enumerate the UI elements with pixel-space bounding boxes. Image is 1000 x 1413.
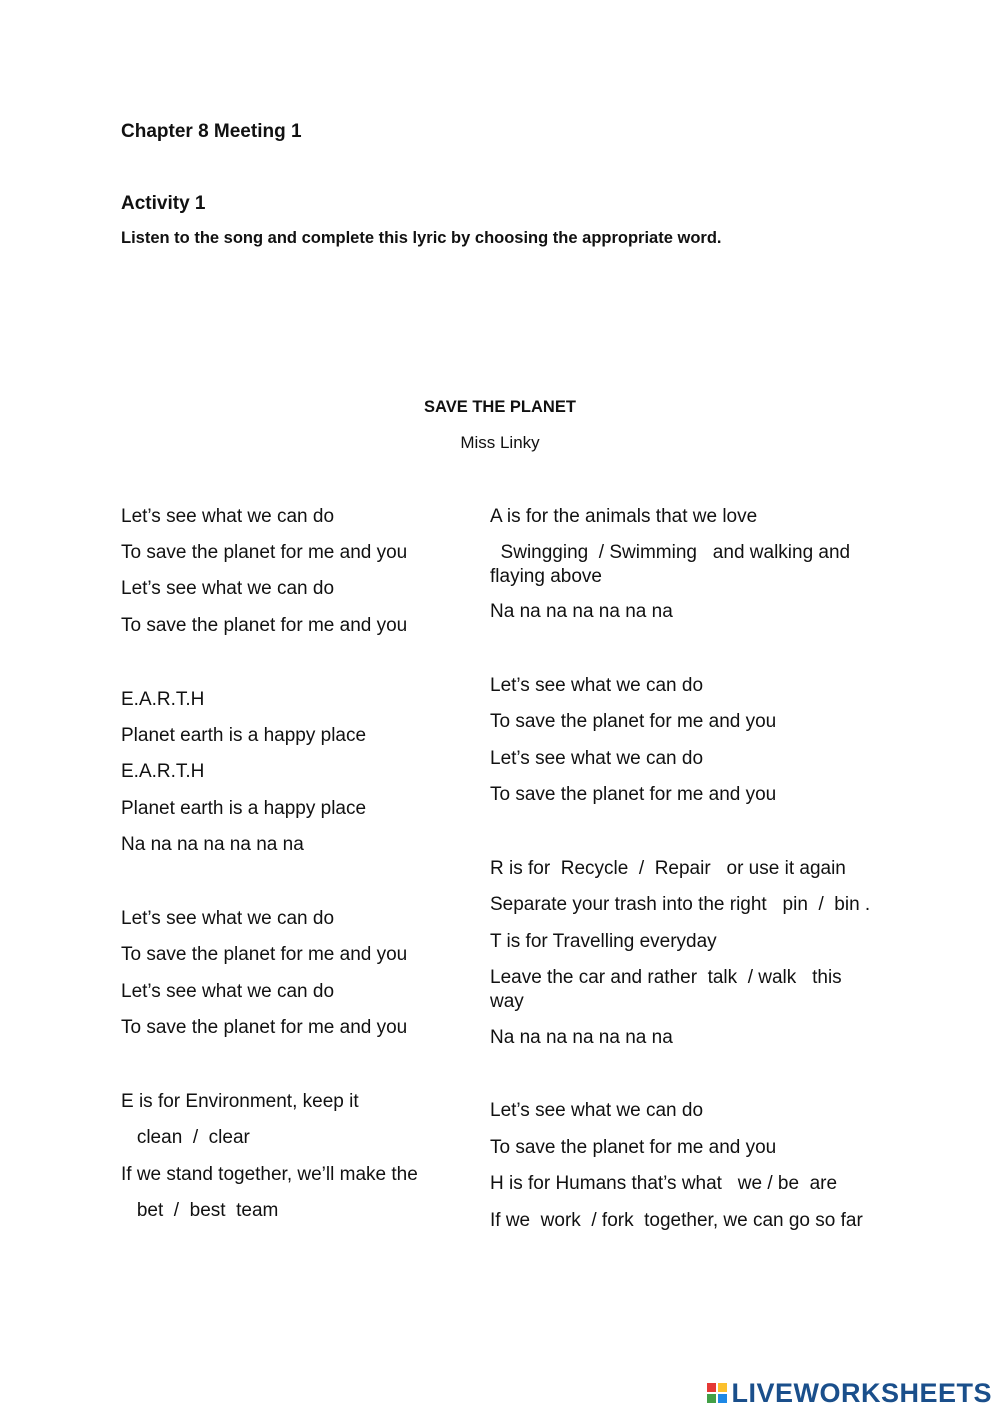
lyric-line: Let’s see what we can do (121, 578, 335, 599)
answer-choice-line[interactable]: R is for Recycle / Repair or use it again (490, 858, 846, 879)
answer-choice-line[interactable]: Leave the car and rather talk / walk this (490, 967, 842, 988)
lyric-line: Let’s see what we can do (490, 748, 704, 769)
instruction-text: Listen to the song and complete this lyric by choosing the appropriate word. (121, 229, 722, 247)
lyric-line: Let’s see what we can do (121, 981, 335, 1002)
answer-choice-line[interactable]: clean / clear (121, 1127, 250, 1148)
activity-heading: Activity 1 (121, 193, 206, 214)
lyric-line: To save the planet for me and you (490, 784, 777, 805)
logo-square (718, 1394, 727, 1403)
lyric-line: E.A.R.T.H (121, 761, 205, 782)
logo-wordmark: LIVEWORKSHEETS (731, 1377, 992, 1408)
lyric-line: E is for Environment, keep it (121, 1091, 359, 1112)
lyric-line: To save the planet for me and you (121, 944, 408, 965)
lyric-line: Let’s see what we can do (121, 908, 335, 929)
lyric-line: If we stand together, we’ll make the (121, 1164, 418, 1185)
logo-square (707, 1394, 716, 1403)
answer-choice-line[interactable]: If we work / fork together, we can go so far (490, 1210, 863, 1231)
lyric-line: To save the planet for me and you (490, 711, 777, 732)
lyric-line: Na na na na na na na (490, 1027, 673, 1048)
lyric-line: Let’s see what we can do (121, 506, 335, 527)
liveworksheets-logo-icon (707, 1383, 727, 1403)
lyric-line: To save the planet for me and you (121, 542, 408, 563)
song-title: SAVE THE PLANET (424, 398, 576, 416)
lyric-line: A is for the animals that we love (490, 506, 758, 527)
answer-choice-line[interactable]: bet / best team (121, 1200, 279, 1221)
lyric-line: Na na na na na na na (490, 601, 673, 622)
answer-choice-line[interactable]: Swingging / Swimming and walking and (490, 542, 851, 563)
lyric-line: To save the planet for me and you (490, 1137, 777, 1158)
song-author: Miss Linky (460, 433, 540, 452)
lyric-line: To save the planet for me and you (121, 1017, 408, 1038)
logo-square (707, 1383, 716, 1392)
chapter-heading: Chapter 8 Meeting 1 (121, 121, 302, 142)
lyric-line: flaying above (490, 566, 602, 587)
answer-choice-line[interactable]: H is for Humans that’s what we / be are (490, 1173, 838, 1194)
lyric-line: Planet earth is a happy place (121, 725, 367, 746)
lyric-line: E.A.R.T.H (121, 689, 205, 710)
logo-square (718, 1383, 727, 1392)
lyric-line: To save the planet for me and you (121, 615, 408, 636)
lyric-line: T is for Travelling everyday (490, 931, 717, 952)
lyric-line: Let’s see what we can do (490, 675, 704, 696)
lyric-line: Planet earth is a happy place (121, 798, 367, 819)
lyric-line: Let’s see what we can do (490, 1100, 704, 1121)
answer-choice-line[interactable]: Separate your trash into the right pin / bin . (490, 894, 871, 915)
lyric-line: Na na na na na na na (121, 834, 304, 855)
lyric-line: way (490, 991, 524, 1012)
liveworksheets-logo (707, 1379, 992, 1407)
